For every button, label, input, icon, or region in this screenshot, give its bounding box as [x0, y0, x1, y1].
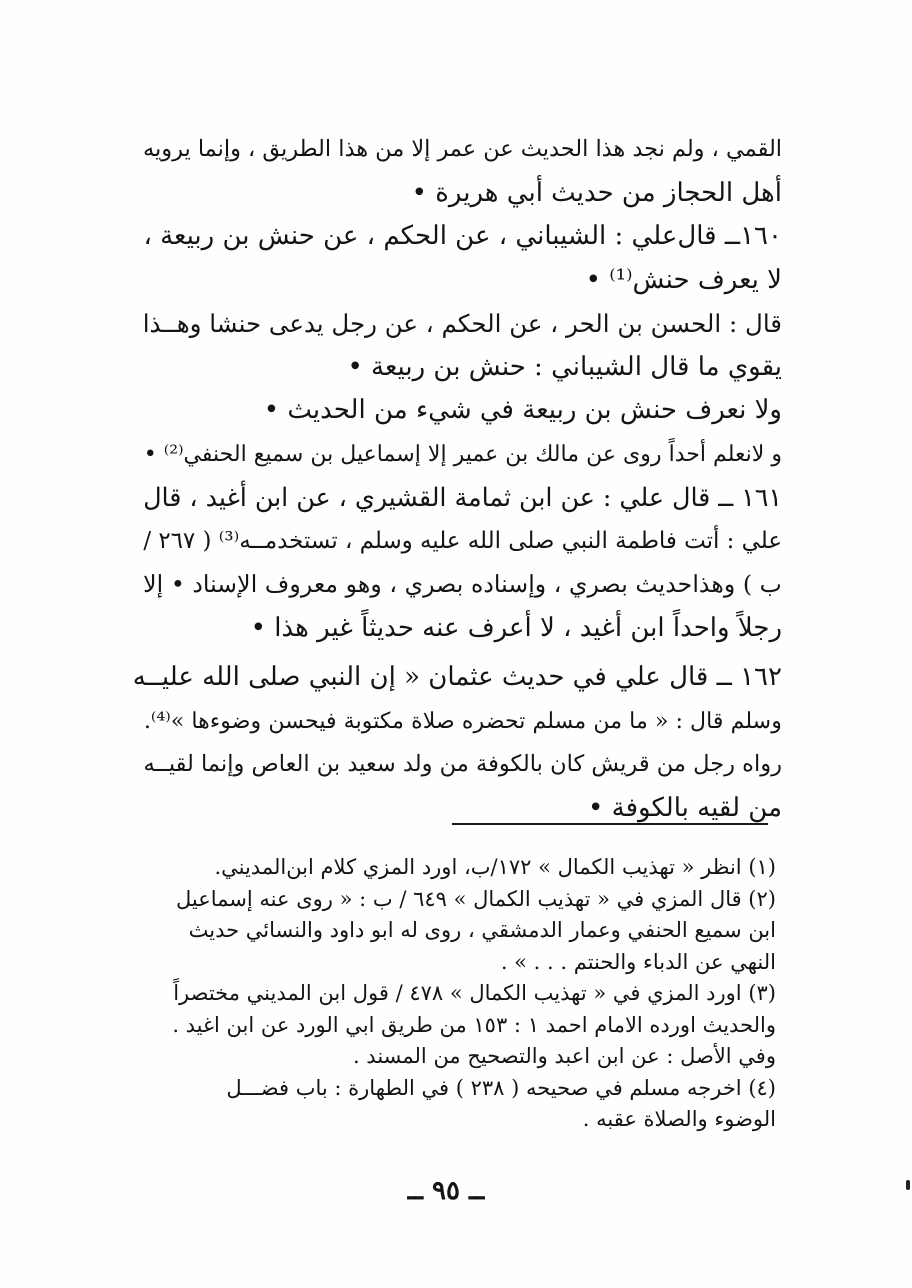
footnote-line: (٣) اورد المزي في « تهذيب الكمال » ٤٧٨ / قول ابن المديني مختصراً — [173, 981, 776, 1005]
footnote-line: (٤) اخرجه مسلم في صحيحه ( ٢٣٨ ) في الطهارة : باب فضـــل — [226, 1075, 776, 1100]
text-line: القمي ، ولم نجد هذا الحديث عن عمر إلا من هذا الطريق ، وإنما يرويه — [143, 136, 782, 162]
text-line: رواه رجل من قريش كان بالكوفة من ولد سعيد بن العاص وإنما لقيــه — [143, 751, 782, 777]
text-line: ١٦٢ ــ قال علي في حديث عثمان « إن النبي صلى الله عليــه — [132, 662, 782, 692]
footnotes-block — [128, 852, 776, 1136]
text-line: من لقيه بالكوفة • — [588, 792, 782, 823]
text-line: ١٦٠ــ قال‌علي : الشيباني ، عن الحكم ، عن حنش بن ربيعة ، — [143, 221, 782, 251]
text-line: وسلم قال : « ما من مسلم تحضره صلاة مكتوبة فيحسن وضوءها »⁽⁴⁾. — [143, 707, 782, 734]
text-line: يقوي ما قال الشيباني : حنش بن ربيعة • — [347, 351, 782, 382]
footnote-line: النهي عن الدباء والحنتم . . . » . — [500, 949, 776, 974]
text-line: لا يعرف حنش⁽¹⁾ • — [585, 264, 782, 295]
text-line: ولا نعرف حنش بن ربيعة في شيء من الحديث • — [263, 395, 782, 425]
text-line: قال : الحسن بن الحر ، عن الحكم ، عن رجل يدعى حنشا وهــذا — [142, 309, 782, 338]
text-line: ١٦١ ــ قال علي : عن ابن ثمامة القشيري ، عن ابن أغيد ، قال — [143, 482, 782, 512]
footnote-separator — [452, 823, 768, 825]
footnote-line: (١) انظر « تهذيب الكمال » ١٧٢/ب، اورد المزي كلام ابن‌المديني. — [214, 855, 776, 879]
text-line: و لانعلم أحداً روى عن مالك بن عمير إلا إسماعيل بن سميع الحنفي⁽²⁾ • — [143, 441, 782, 467]
footnote-line: والحديث اورده الامام احمد ١ : ١٥٣ من طريق ابي الورد عن ابن اغيد . — [172, 1012, 776, 1037]
scan-edge-mark — [906, 1180, 910, 1190]
text-line: رجلاً واحداً ابن أغيد ، لا أعرف عنه حديثاً غير هذا • — [250, 612, 782, 643]
page-number: ــ ٩٥ ــ — [407, 1176, 485, 1206]
text-line: ب ) وهذاحديث بصري ، وإسناده بصري ، وهو معروف الإسناد • إلا — [143, 570, 782, 598]
text-line: أهل الحجاز من حديث أبي هريرة • — [411, 177, 782, 208]
footnote-line: (٢) قال المزي في « تهذيب الكمال » ٦٤٩ / ب : « روى عنه إسماعيل — [176, 886, 776, 911]
text-line: علي : أتت فاطمة النبي صلى الله عليه وسلم ، تستخدمــه⁽³⁾ ( ٢٦٧ / — [143, 527, 782, 554]
footnote-line: الوضوء والصلاة عقبه . — [582, 1107, 776, 1131]
main-text-block — [130, 128, 782, 830]
footnote-line: وفي الأصل : عن ابن اعبد والتصحيح من المسند . — [352, 1044, 776, 1068]
footnote-line: ابن سميع الحنفي وعمار الدمشقي ، روى له ابو داود والنسائي حديث — [188, 918, 776, 942]
